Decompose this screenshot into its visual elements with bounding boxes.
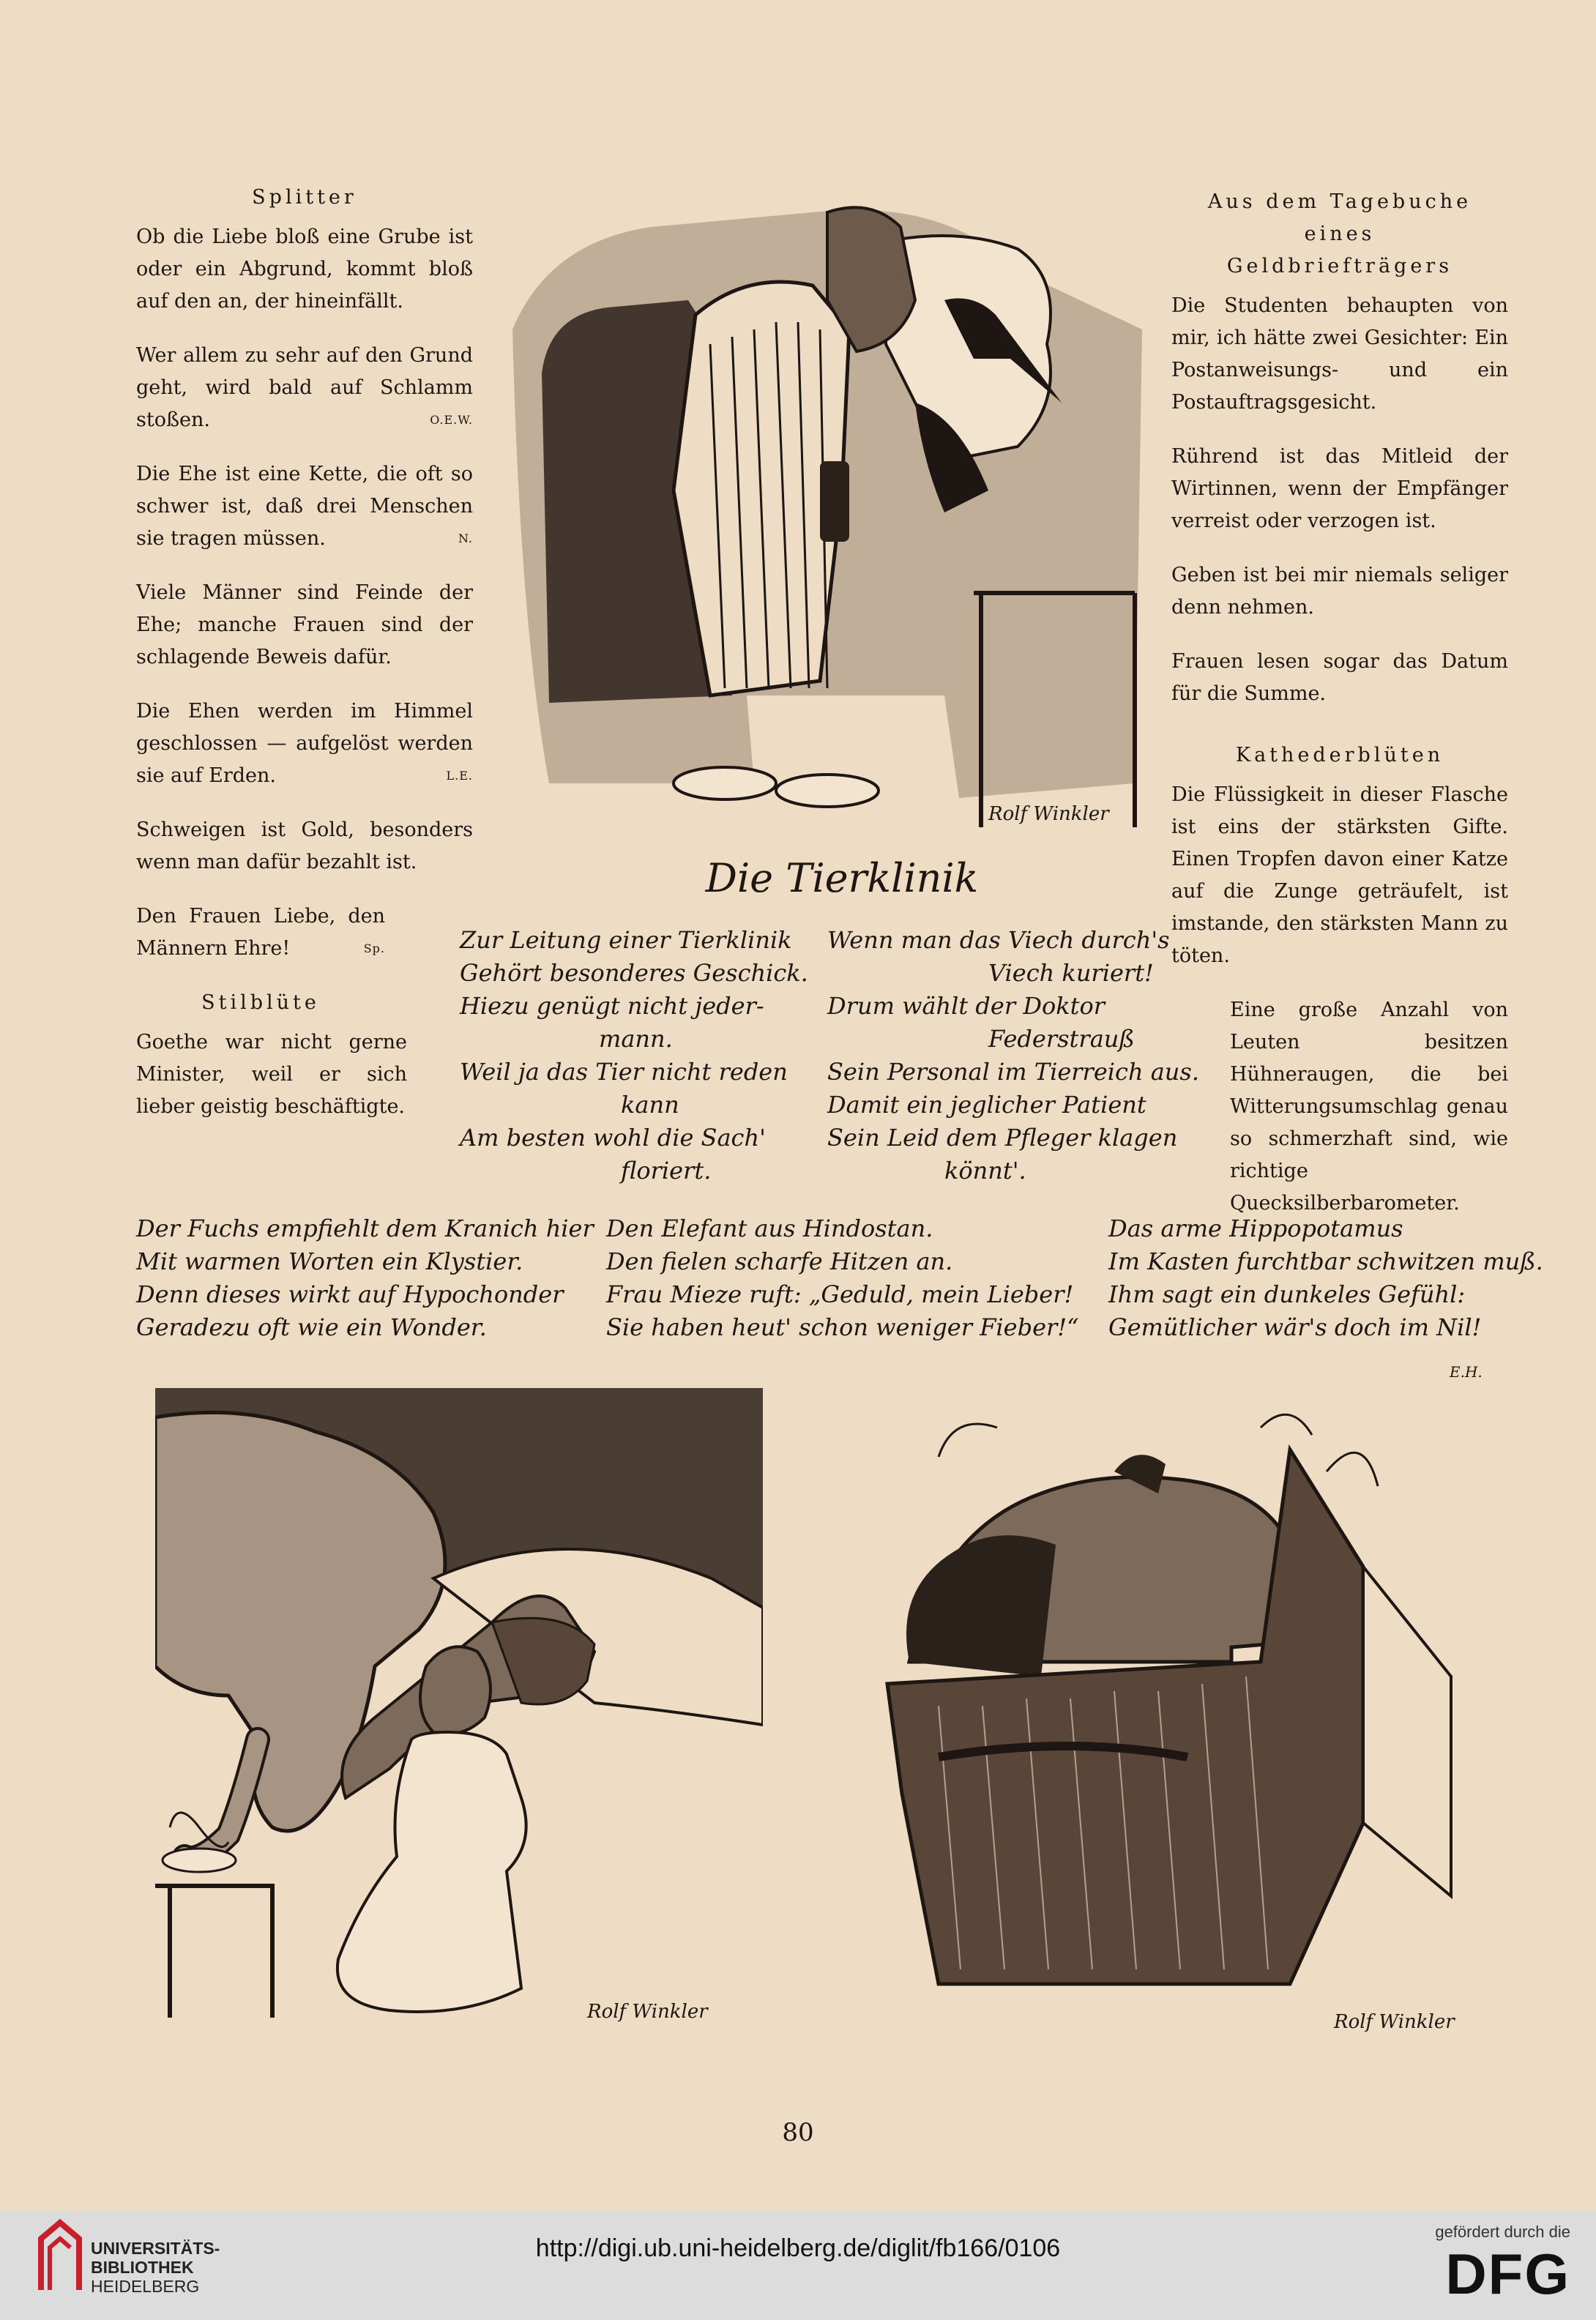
poem-stanza-4 [606,1212,1082,1344]
tagebuch-item-2: Rührend ist das Mitleid der Wirtinnen, wenn der Empfänger verreist oder verzogen ist. [1171,445,1508,532]
poem-line: Ihm sagt ein dunkeles Gefühl: [1108,1280,1466,1308]
splitter-heading: Splitter [252,186,357,209]
poem-line: Geradezu oft wie ein Wonder. [136,1313,487,1341]
poem-line: könnt'. [944,1157,1026,1185]
hippo-illustration [851,1384,1488,2043]
fox-crane-signature: Rolf Winkler [988,803,1109,825]
poem-line: Drum wählt der Doktor [827,992,1105,1020]
stilbluete-text: Goethe war nicht gerne Minister, weil er sich lieber geistig beschäftigte. [136,1031,407,1118]
poem-line: Gemütlicher wär's doch im Nil! [1108,1313,1482,1341]
poem-stanza-5 [1108,1212,1543,1344]
aphorism-7: Den Frauen Liebe, den Männern Ehre! Sp. [136,905,385,960]
aphorism-6: Schweigen ist Gold, besonders wenn man dafür bezahlt ist. [136,818,473,873]
poem-line: Den fielen scharfe Hitzen an. [606,1247,953,1275]
poem-line: Damit ein jeglicher Patient [827,1091,1146,1119]
institution-line-3: HEIDELBERG [91,2277,200,2296]
poem-stanza-3 [136,1212,594,1344]
poem-line: Zur Leitung einer Tierklinik [460,926,792,954]
poem-line: Im Kasten furchtbar schwitzen muß. [1108,1247,1543,1275]
fox-crane-illustration [505,183,1149,835]
poem-line: Sie haben heut' schon weniger Fieber!“ [606,1313,1079,1341]
elephant-signature: Rolf Winkler [587,2001,708,2023]
katheder-heading: Kathederblüten [1235,744,1444,767]
poem-line: Viech kuriert! [988,959,1154,987]
poem-line: Gehört besonderes Geschick. [460,959,808,987]
poem-line: Der Fuchs empfiehlt dem Kranich hier [136,1215,594,1242]
university-library-logo-icon [35,2217,85,2297]
aphorism-2: Wer allem zu sehr auf den Grund geht, wird bald auf Schlamm stoßen. O.E.W. [136,344,473,431]
institution-line-2: BIBLIOTHEK [91,2258,194,2277]
hippo-signature: Rolf Winkler [1334,2011,1455,2033]
aphorism-5: Die Ehen werden im Himmel geschlossen — aufgelöst werden sie auf Erden. L.E. [136,700,473,787]
poem-line: Das arme Hippopotamus [1108,1215,1403,1242]
page-number: 80 [782,2118,814,2147]
poem-line: mann. [599,1025,673,1053]
elephant-cat-illustration [155,1388,763,2040]
poem-line: Weil ja das Tier nicht reden [460,1058,788,1086]
left-column [136,182,473,1145]
hippo-drawing [851,1384,1488,2043]
institution-name [91,2239,220,2296]
footer-bar [0,2211,1596,2320]
poem-line: floriert. [621,1157,712,1185]
aphorism-3: Die Ehe ist eine Kette, die oft so schwer ist, daß drei Menschen sie tragen müssen. N. [136,463,473,550]
poem-title: Die Tierklinik [705,855,979,901]
funded-by-text: gefördert durch die [1435,2223,1570,2241]
poem-author: E.H. [1450,1363,1483,1381]
tagebuch-heading-line2: Geldbriefträgers [1226,255,1453,277]
tagebuch-item-3: Geben ist bei mir niemals seliger denn nehmen. [1171,564,1508,619]
poem-line: Mit warmen Worten ein Klystier. [136,1247,523,1275]
right-column [1171,186,1508,1242]
source-url-link[interactable]: http://digi.ub.uni-heidelberg.de/diglit/fb166/0106 [535,2234,1061,2262]
tagebuch-item-4: Frauen lesen sogar das Datum für die Summe. [1171,650,1508,705]
stilbluete-heading: Stilblüte [201,991,320,1014]
poem-line: kann [621,1091,679,1119]
aphorism-1: Ob die Liebe bloß eine Grube ist oder ein Abgrund, kommt bloß auf den an, der hineinfällt. [136,225,473,313]
poem-line: Den Elefant aus Hindostan. [606,1215,933,1242]
poem-line: Denn dieses wirkt auf Hypochonder [136,1280,564,1308]
poem-line: Frau Mieze ruft: „Geduld, mein Lieber! [606,1280,1074,1308]
aphorism-4: Viele Männer sind Feinde der Ehe; manche Frauen sind der schlagende Beweis dafür. [136,581,473,668]
katheder-item-1: Die Flüssigkeit in dieser Flasche ist eins der stärksten Gifte. Einen Tropfen davon einer Katze auf die Zunge geträufelt, ist imstande, den stärksten Mann zu töten. [1171,783,1508,967]
poem-stanza-2 [827,924,1199,1187]
poem-line: Hiezu genügt nicht jeder- [460,992,764,1020]
poem-line: Sein Personal im Tierreich aus. [827,1058,1199,1086]
poem-line: Sein Leid dem Pfleger klagen [827,1124,1178,1152]
dfg-logo: DFG [1445,2242,1570,2306]
poem-line: Wenn man das Viech durch's [827,926,1170,954]
tagebuch-item-1: Die Studenten behaupten von mir, ich hätte zwei Gesichter: Ein Postanweisungs- und ein Postauftragsgesicht. [1171,294,1508,414]
poem-line: Am besten wohl die Sach' [460,1124,766,1152]
poem-stanza-1 [460,924,808,1187]
katheder-item-2: Eine große Anzahl von Leuten besitzen Hühneraugen, die bei Witterungsumschlag genau so schmerzhaft sind, wie richtige Quecksilberbarometer. [1230,999,1508,1215]
poem-line: Federstrauß [988,1025,1135,1053]
tagebuch-heading-line1: Aus dem Tagebuche eines [1207,190,1472,245]
institution-line-1: UNIVERSITÄTS- [91,2239,220,2258]
fox-crane-drawing [505,183,1149,835]
elephant-cat-drawing [155,1388,763,2040]
